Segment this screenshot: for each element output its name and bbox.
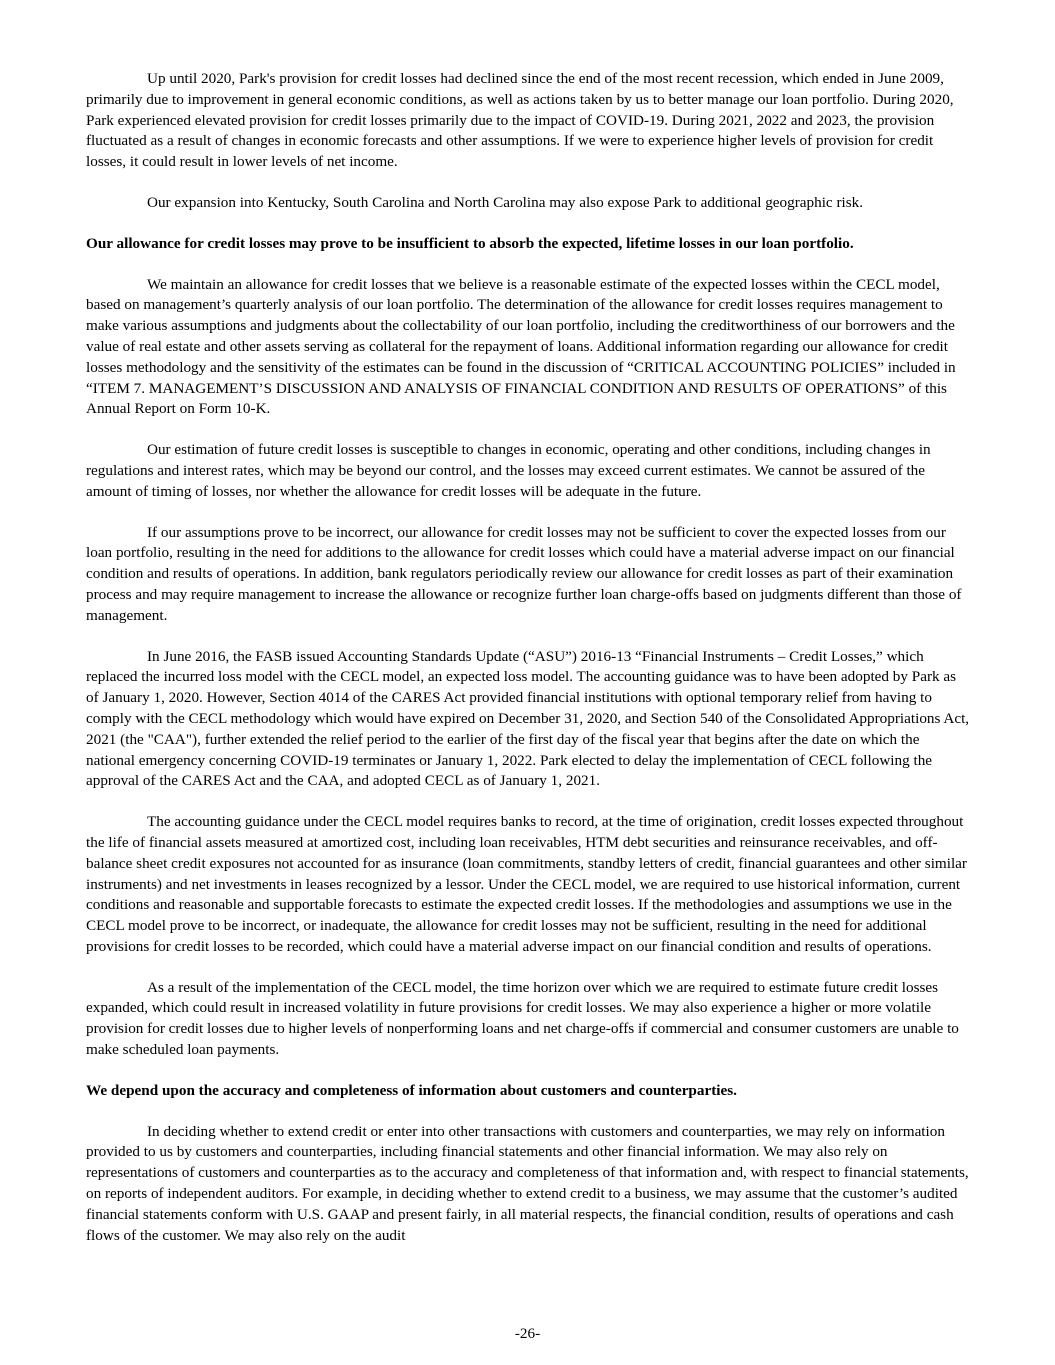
document-body xyxy=(86,69,970,1266)
paragraph-cecl-guidance: The accounting guidance under the CECL model requires banks to record, at the time of origination, credit losses expected throughout the life of financial assets measured at amortized cost, including loan receivables, HTM debt securities and reinsurance receivables, and off-balance sheet credit exposures not accounted for as insurance (loan commitments, standby letters of credit, financial guarantees and other similar instruments) and net investments in leases recognized by a lessor. Under the CECL model, we are required to use historical information, current conditions and reasonable and supportable forecasts to estimate the expected credit losses. If the methodologies and assumptions we use in the CECL model prove to be incorrect, or inadequate, the allowance for credit losses may not be sufficient, resulting in the need for additional provisions for credit losses to be recorded, which could have a material adverse impact on our financial condition and results of operations. xyxy=(86,813,967,955)
paragraph-customer-information: In deciding whether to extend credit or enter into other transactions with customers and counterparties, we may rely on information provided to us by customers and counterparties, including financial statements and other financial information. We may also rely on representations of customers and counterparties as to the accuracy and completeness of that information and, with respect to financial statements, on reports of independent auditors. For example, in deciding whether to extend credit to a business, we may assume that the customer’s audited financial statements conform with U.S. GAAP and present fairly, in all material respects, the financial condition, results of operations and cash flows of the customer. We may also rely on the audit xyxy=(86,1122,969,1244)
paragraph-asu-2016-13: In June 2016, the FASB issued Accounting Standards Update (“ASU”) 2016-13 “Financial Instruments – Credit Losses,” which replaced the incurred loss model with the CECL model, an expected loss model. The accounting guidance was to have been adopted by Park as of January 1, 2020. However, Section 4014 of the CARES Act provided financial institutions with optional temporary relief from having to comply with the CECL methodology which would have expired on December 31, 2020, and Section 540 of the Consolidated Appropriations Act, 2021 (the "CAA"), further extended the relief period to the earlier of the first day of the fiscal year that begins after the date on which the national emergency concerning COVID-19 terminates or January 1, 2022. Park elected to delay the implementation of CECL following the approval of the CARES Act and the CAA, and adopted CECL as of January 1, 2021. xyxy=(86,647,970,790)
paragraph-cecl-implementation: As a result of the implementation of the CECL model, the time horizon over which we are required to estimate future credit losses expanded, which could result in increased volatility in future provisions for credit losses. We may also experience a higher or more volatile provision for credit losses due to higher levels of nonperforming loans and net charge-offs if commercial and consumer customers are unable to make scheduled loan payments. xyxy=(86,978,959,1059)
paragraph-geographic-risk: Our expansion into Kentucky, South Carolina and North Carolina may also expose Park to additional geographic risk. xyxy=(147,193,864,211)
section-heading-information-accuracy: We depend upon the accuracy and completeness of information about customers and counterparties. xyxy=(86,1081,737,1099)
paragraph-assumptions: If our assumptions prove to be incorrect, our allowance for credit losses may not be sufficient to cover the expected losses from our loan portfolio, resulting in the need for additions to the allowance for credit losses which could have a material adverse impact on our financial condition and results of operations. In addition, bank regulators periodically review our allowance for credit losses as part of their examination process and may require management to increase the allowance or recognize further loan charge-offs based on judgments different than those of management. xyxy=(86,523,962,624)
page-number: -26- xyxy=(514,1325,541,1342)
section-heading-allowance: Our allowance for credit losses may prove to be insufficient to absorb the expected, lifetime losses in our loan portfolio. xyxy=(86,234,854,252)
paragraph-provision-history: Up until 2020, Park's provision for credit losses had declined since the end of the most recent recession, which ended in June 2009, primarily due to improvement in general economic conditions, as well as actions taken by us to better manage our loan portfolio. During 2020, Park experienced elevated provision for credit losses primarily due to the impact of COVID-19. During 2021, 2022 and 2023, the provision fluctuated as a result of changes in economic forecasts and other assumptions. If we were to experience higher levels of provision for credit losses, it could result in lower levels of net income. xyxy=(86,70,954,171)
paragraph-future-losses: Our estimation of future credit losses is susceptible to changes in economic, operating and other conditions, including changes in regulations and interest rates, which may be beyond our control, and the losses may exceed current estimates. We cannot be assured of the amount of timing of losses, nor whether the allowance for credit losses will be adequate in the future. xyxy=(86,441,931,500)
paragraph-allowance-estimate: We maintain an allowance for credit losses that we believe is a reasonable estimate of the expected losses within the CECL model, based on management’s quarterly analysis of our loan portfolio. The determination of the allowance for credit losses requires management to make various assumptions and judgments about the collectability of our loan portfolio, including the creditworthiness of our borrowers and the value of real estate and other assets serving as collateral for the repayment of loans. Additional information regarding our allowance for credit losses methodology and the sensitivity of the estimates can be found in the discussion of “CRITICAL ACCOUNTING POLICIES” included in “ITEM 7. MANAGEMENT’S DISCUSSION AND ANALYSIS OF FINANCIAL CONDITION AND RESULTS OF OPERATIONS” of this Annual Report on Form 10-K. xyxy=(86,275,956,418)
